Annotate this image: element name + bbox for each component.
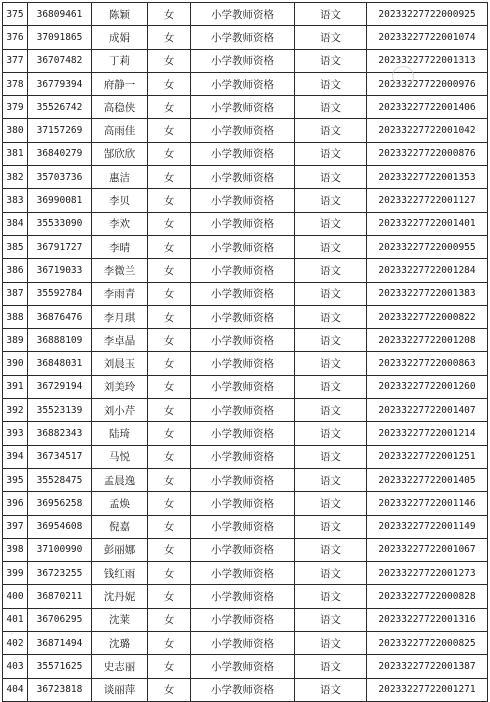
sequence-cell: 400 (3, 585, 28, 608)
table-row (3, 166, 488, 189)
subject-cell: 语文 (295, 235, 367, 258)
certificate-code-cell: 20233227722001146 (367, 492, 488, 515)
sequence-cell: 383 (3, 189, 28, 212)
gender-cell: 女 (148, 259, 191, 282)
table-row (3, 585, 488, 608)
certificate-type-cell: 小学教师资格 (191, 259, 295, 282)
candidate-number-cell: 36888109 (28, 329, 92, 352)
subject-cell: 语文 (295, 3, 367, 26)
candidate-number-cell: 35592784 (28, 282, 92, 305)
name-cell: 丁莉 (92, 49, 148, 72)
name-cell: 刘晨玉 (92, 352, 148, 375)
certificate-type-cell: 小学教师资格 (191, 468, 295, 491)
name-cell: 马悦 (92, 445, 148, 468)
table-row (3, 329, 488, 352)
certificate-code-cell: 20233227722001406 (367, 96, 488, 119)
certificate-code-cell: 20233227722001042 (367, 119, 488, 142)
candidate-number-cell: 36876476 (28, 305, 92, 328)
certificate-code-cell: 20233227722000825 (367, 632, 488, 655)
candidate-number-cell: 35523139 (28, 399, 92, 422)
certificate-code-cell: 20233227722001273 (367, 562, 488, 585)
certificate-type-cell: 小学教师资格 (191, 3, 295, 26)
certificate-type-cell: 小学教师资格 (191, 655, 295, 678)
sequence-cell: 396 (3, 492, 28, 515)
name-cell: 孟晨逸 (92, 468, 148, 491)
table-row (3, 655, 488, 678)
certificate-type-cell: 小学教师资格 (191, 678, 295, 701)
subject-cell: 语文 (295, 632, 367, 655)
subject-cell: 语文 (295, 166, 367, 189)
name-cell: 刘小芹 (92, 399, 148, 422)
candidate-number-cell: 37091865 (28, 26, 92, 49)
name-cell: 郜欣欣 (92, 142, 148, 165)
candidate-number-cell: 37100990 (28, 538, 92, 561)
subject-cell: 语文 (295, 259, 367, 282)
name-cell: 倪嘉 (92, 515, 148, 538)
gender-cell: 女 (148, 189, 191, 212)
subject-cell: 语文 (295, 445, 367, 468)
sequence-cell: 378 (3, 72, 28, 95)
candidate-number-cell: 37157269 (28, 119, 92, 142)
roster-table (2, 2, 488, 702)
candidate-number-cell: 36779394 (28, 72, 92, 95)
certificate-code-cell: 20233227722001316 (367, 608, 488, 631)
candidate-number-cell: 36871494 (28, 632, 92, 655)
certificate-type-cell: 小学教师资格 (191, 422, 295, 445)
gender-cell: 女 (148, 72, 191, 95)
certificate-code-cell: 20233227722001407 (367, 399, 488, 422)
name-cell: 李欢 (92, 212, 148, 235)
certificate-type-cell: 小学教师资格 (191, 189, 295, 212)
subject-cell: 语文 (295, 96, 367, 119)
subject-cell: 语文 (295, 492, 367, 515)
gender-cell: 女 (148, 305, 191, 328)
table-row (3, 562, 488, 585)
sequence-cell: 397 (3, 515, 28, 538)
certificate-type-cell: 小学教师资格 (191, 119, 295, 142)
table-row (3, 445, 488, 468)
table-row (3, 399, 488, 422)
candidate-number-cell: 36956258 (28, 492, 92, 515)
table-row (3, 352, 488, 375)
name-cell: 府静一 (92, 72, 148, 95)
subject-cell: 语文 (295, 585, 367, 608)
candidate-number-cell: 36870211 (28, 585, 92, 608)
certificate-code-cell: 20233227722001074 (367, 26, 488, 49)
gender-cell: 女 (148, 49, 191, 72)
gender-cell: 女 (148, 235, 191, 258)
table-row (3, 142, 488, 165)
table-row (3, 468, 488, 491)
table-row (3, 305, 488, 328)
certificate-type-cell: 小学教师资格 (191, 142, 295, 165)
table-row (3, 678, 488, 701)
certificate-code-cell: 20233227722000955 (367, 235, 488, 258)
sequence-cell: 398 (3, 538, 28, 561)
certificate-code-cell: 20233227722001127 (367, 189, 488, 212)
subject-cell: 语文 (295, 212, 367, 235)
certificate-code-cell: 20233227722000876 (367, 142, 488, 165)
table-row (3, 3, 488, 26)
certificate-type-cell: 小学教师资格 (191, 538, 295, 561)
certificate-code-cell: 20233227722001251 (367, 445, 488, 468)
certificate-type-cell: 小学教师资格 (191, 72, 295, 95)
sequence-cell: 382 (3, 166, 28, 189)
table-row (3, 96, 488, 119)
candidate-number-cell: 35533090 (28, 212, 92, 235)
gender-cell: 女 (148, 562, 191, 585)
certificate-code-cell: 20233227722001208 (367, 329, 488, 352)
gender-cell: 女 (148, 422, 191, 445)
table-row (3, 538, 488, 561)
gender-cell: 女 (148, 445, 191, 468)
certificate-type-cell: 小学教师资格 (191, 515, 295, 538)
gender-cell: 女 (148, 166, 191, 189)
name-cell: 陈颖 (92, 3, 148, 26)
sequence-cell: 391 (3, 375, 28, 398)
table-row (3, 492, 488, 515)
certificate-type-cell: 小学教师资格 (191, 632, 295, 655)
sequence-cell: 377 (3, 49, 28, 72)
name-cell: 惠洁 (92, 166, 148, 189)
candidate-number-cell: 35571625 (28, 655, 92, 678)
certificate-type-cell: 小学教师资格 (191, 375, 295, 398)
table-row (3, 235, 488, 258)
gender-cell: 女 (148, 608, 191, 631)
name-cell: 李晴 (92, 235, 148, 258)
certificate-code-cell: 20233227722001149 (367, 515, 488, 538)
certificate-type-cell: 小学教师资格 (191, 608, 295, 631)
subject-cell: 语文 (295, 142, 367, 165)
sequence-cell: 386 (3, 259, 28, 282)
gender-cell: 女 (148, 329, 191, 352)
certificate-code-cell: 20233227722000925 (367, 3, 488, 26)
gender-cell: 女 (148, 399, 191, 422)
table-row (3, 189, 488, 212)
table-row (3, 375, 488, 398)
subject-cell: 语文 (295, 468, 367, 491)
sequence-cell: 379 (3, 96, 28, 119)
name-cell: 李微兰 (92, 259, 148, 282)
subject-cell: 语文 (295, 305, 367, 328)
table-row (3, 259, 488, 282)
certificate-type-cell: 小学教师资格 (191, 96, 295, 119)
subject-cell: 语文 (295, 352, 367, 375)
certificate-type-cell: 小学教师资格 (191, 399, 295, 422)
name-cell: 沈莱 (92, 608, 148, 631)
candidate-number-cell: 35528475 (28, 468, 92, 491)
gender-cell: 女 (148, 352, 191, 375)
sequence-cell: 390 (3, 352, 28, 375)
candidate-number-cell: 35526742 (28, 96, 92, 119)
gender-cell: 女 (148, 26, 191, 49)
sequence-cell: 404 (3, 678, 28, 701)
certificate-code-cell: 20233227722001313 (367, 49, 488, 72)
name-cell: 谈丽萍 (92, 678, 148, 701)
table-row (3, 422, 488, 445)
certificate-type-cell: 小学教师资格 (191, 492, 295, 515)
name-cell: 李卓晶 (92, 329, 148, 352)
certificate-code-cell: 20233227722001387 (367, 655, 488, 678)
candidate-number-cell: 36954608 (28, 515, 92, 538)
table-row (3, 49, 488, 72)
certificate-code-cell: 20233227722000976 (367, 72, 488, 95)
subject-cell: 语文 (295, 189, 367, 212)
name-cell: 沈璐 (92, 632, 148, 655)
subject-cell: 语文 (295, 538, 367, 561)
name-cell: 高稳侠 (92, 96, 148, 119)
gender-cell: 女 (148, 96, 191, 119)
candidate-number-cell: 35703736 (28, 166, 92, 189)
table-row (3, 515, 488, 538)
sequence-cell: 394 (3, 445, 28, 468)
gender-cell: 女 (148, 678, 191, 701)
certificate-code-cell: 20233227722001067 (367, 538, 488, 561)
name-cell: 李雨青 (92, 282, 148, 305)
sequence-cell: 392 (3, 399, 28, 422)
certificate-code-cell: 20233227722001401 (367, 212, 488, 235)
name-cell: 钱红雨 (92, 562, 148, 585)
gender-cell: 女 (148, 142, 191, 165)
certificate-type-cell: 小学教师资格 (191, 26, 295, 49)
table-row (3, 282, 488, 305)
gender-cell: 女 (148, 492, 191, 515)
certificate-code-cell: 20233227722001271 (367, 678, 488, 701)
candidate-number-cell: 36706295 (28, 608, 92, 631)
subject-cell: 语文 (295, 655, 367, 678)
sequence-cell: 402 (3, 632, 28, 655)
table-row (3, 212, 488, 235)
candidate-number-cell: 36848031 (28, 352, 92, 375)
name-cell: 陆琦 (92, 422, 148, 445)
subject-cell: 语文 (295, 72, 367, 95)
certificate-type-cell: 小学教师资格 (191, 305, 295, 328)
name-cell: 史志丽 (92, 655, 148, 678)
gender-cell: 女 (148, 119, 191, 142)
gender-cell: 女 (148, 282, 191, 305)
name-cell: 高雨佳 (92, 119, 148, 142)
subject-cell: 语文 (295, 282, 367, 305)
name-cell: 孟焕 (92, 492, 148, 515)
certificate-code-cell: 20233227722000822 (367, 305, 488, 328)
subject-cell: 语文 (295, 678, 367, 701)
gender-cell: 女 (148, 3, 191, 26)
sequence-cell: 388 (3, 305, 28, 328)
candidate-number-cell: 36729194 (28, 375, 92, 398)
sequence-cell: 401 (3, 608, 28, 631)
table-row (3, 632, 488, 655)
subject-cell: 语文 (295, 119, 367, 142)
gender-cell: 女 (148, 375, 191, 398)
certificate-type-cell: 小学教师资格 (191, 282, 295, 305)
candidate-number-cell: 36723255 (28, 562, 92, 585)
table-row (3, 26, 488, 49)
sequence-cell: 395 (3, 468, 28, 491)
table-row (3, 608, 488, 631)
name-cell: 成娟 (92, 26, 148, 49)
gender-cell: 女 (148, 632, 191, 655)
subject-cell: 语文 (295, 608, 367, 631)
certificate-code-cell: 20233227722001405 (367, 468, 488, 491)
candidate-number-cell: 36707482 (28, 49, 92, 72)
sequence-cell: 393 (3, 422, 28, 445)
sequence-cell: 375 (3, 3, 28, 26)
certificate-type-cell: 小学教师资格 (191, 49, 295, 72)
sequence-cell: 389 (3, 329, 28, 352)
sequence-cell: 403 (3, 655, 28, 678)
candidate-number-cell: 36719033 (28, 259, 92, 282)
certificate-code-cell: 20233227722001353 (367, 166, 488, 189)
sequence-cell: 381 (3, 142, 28, 165)
candidate-number-cell: 36990081 (28, 189, 92, 212)
certificate-type-cell: 小学教师资格 (191, 329, 295, 352)
certificate-type-cell: 小学教师资格 (191, 562, 295, 585)
subject-cell: 语文 (295, 329, 367, 352)
gender-cell: 女 (148, 515, 191, 538)
faint-stamp-mark (392, 66, 414, 86)
subject-cell: 语文 (295, 399, 367, 422)
gender-cell: 女 (148, 538, 191, 561)
certificate-code-cell: 20233227722001284 (367, 259, 488, 282)
sequence-cell: 387 (3, 282, 28, 305)
table-row (3, 72, 488, 95)
subject-cell: 语文 (295, 49, 367, 72)
gender-cell: 女 (148, 212, 191, 235)
candidate-number-cell: 36840279 (28, 142, 92, 165)
candidate-number-cell: 36809461 (28, 3, 92, 26)
gender-cell: 女 (148, 585, 191, 608)
sequence-cell: 376 (3, 26, 28, 49)
subject-cell: 语文 (295, 422, 367, 445)
subject-cell: 语文 (295, 26, 367, 49)
sequence-cell: 385 (3, 235, 28, 258)
certificate-code-cell: 20233227722001383 (367, 282, 488, 305)
name-cell: 刘美玲 (92, 375, 148, 398)
name-cell: 沈丹妮 (92, 585, 148, 608)
certificate-type-cell: 小学教师资格 (191, 585, 295, 608)
candidate-number-cell: 36723818 (28, 678, 92, 701)
roster-table-body (3, 3, 488, 702)
subject-cell: 语文 (295, 562, 367, 585)
name-cell: 李月琪 (92, 305, 148, 328)
gender-cell: 女 (148, 655, 191, 678)
sequence-cell: 384 (3, 212, 28, 235)
subject-cell: 语文 (295, 515, 367, 538)
certificate-type-cell: 小学教师资格 (191, 212, 295, 235)
certificate-type-cell: 小学教师资格 (191, 166, 295, 189)
certificate-type-cell: 小学教师资格 (191, 445, 295, 468)
certificate-code-cell: 20233227722000863 (367, 352, 488, 375)
name-cell: 李贝 (92, 189, 148, 212)
candidate-number-cell: 36882343 (28, 422, 92, 445)
candidate-number-cell: 36734517 (28, 445, 92, 468)
sequence-cell: 380 (3, 119, 28, 142)
subject-cell: 语文 (295, 375, 367, 398)
table-row (3, 119, 488, 142)
candidate-number-cell: 36791727 (28, 235, 92, 258)
certificate-type-cell: 小学教师资格 (191, 235, 295, 258)
certificate-code-cell: 20233227722000828 (367, 585, 488, 608)
name-cell: 彭丽娜 (92, 538, 148, 561)
certificate-code-cell: 20233227722001260 (367, 375, 488, 398)
sequence-cell: 399 (3, 562, 28, 585)
certificate-code-cell: 20233227722001214 (367, 422, 488, 445)
gender-cell: 女 (148, 468, 191, 491)
certificate-type-cell: 小学教师资格 (191, 352, 295, 375)
